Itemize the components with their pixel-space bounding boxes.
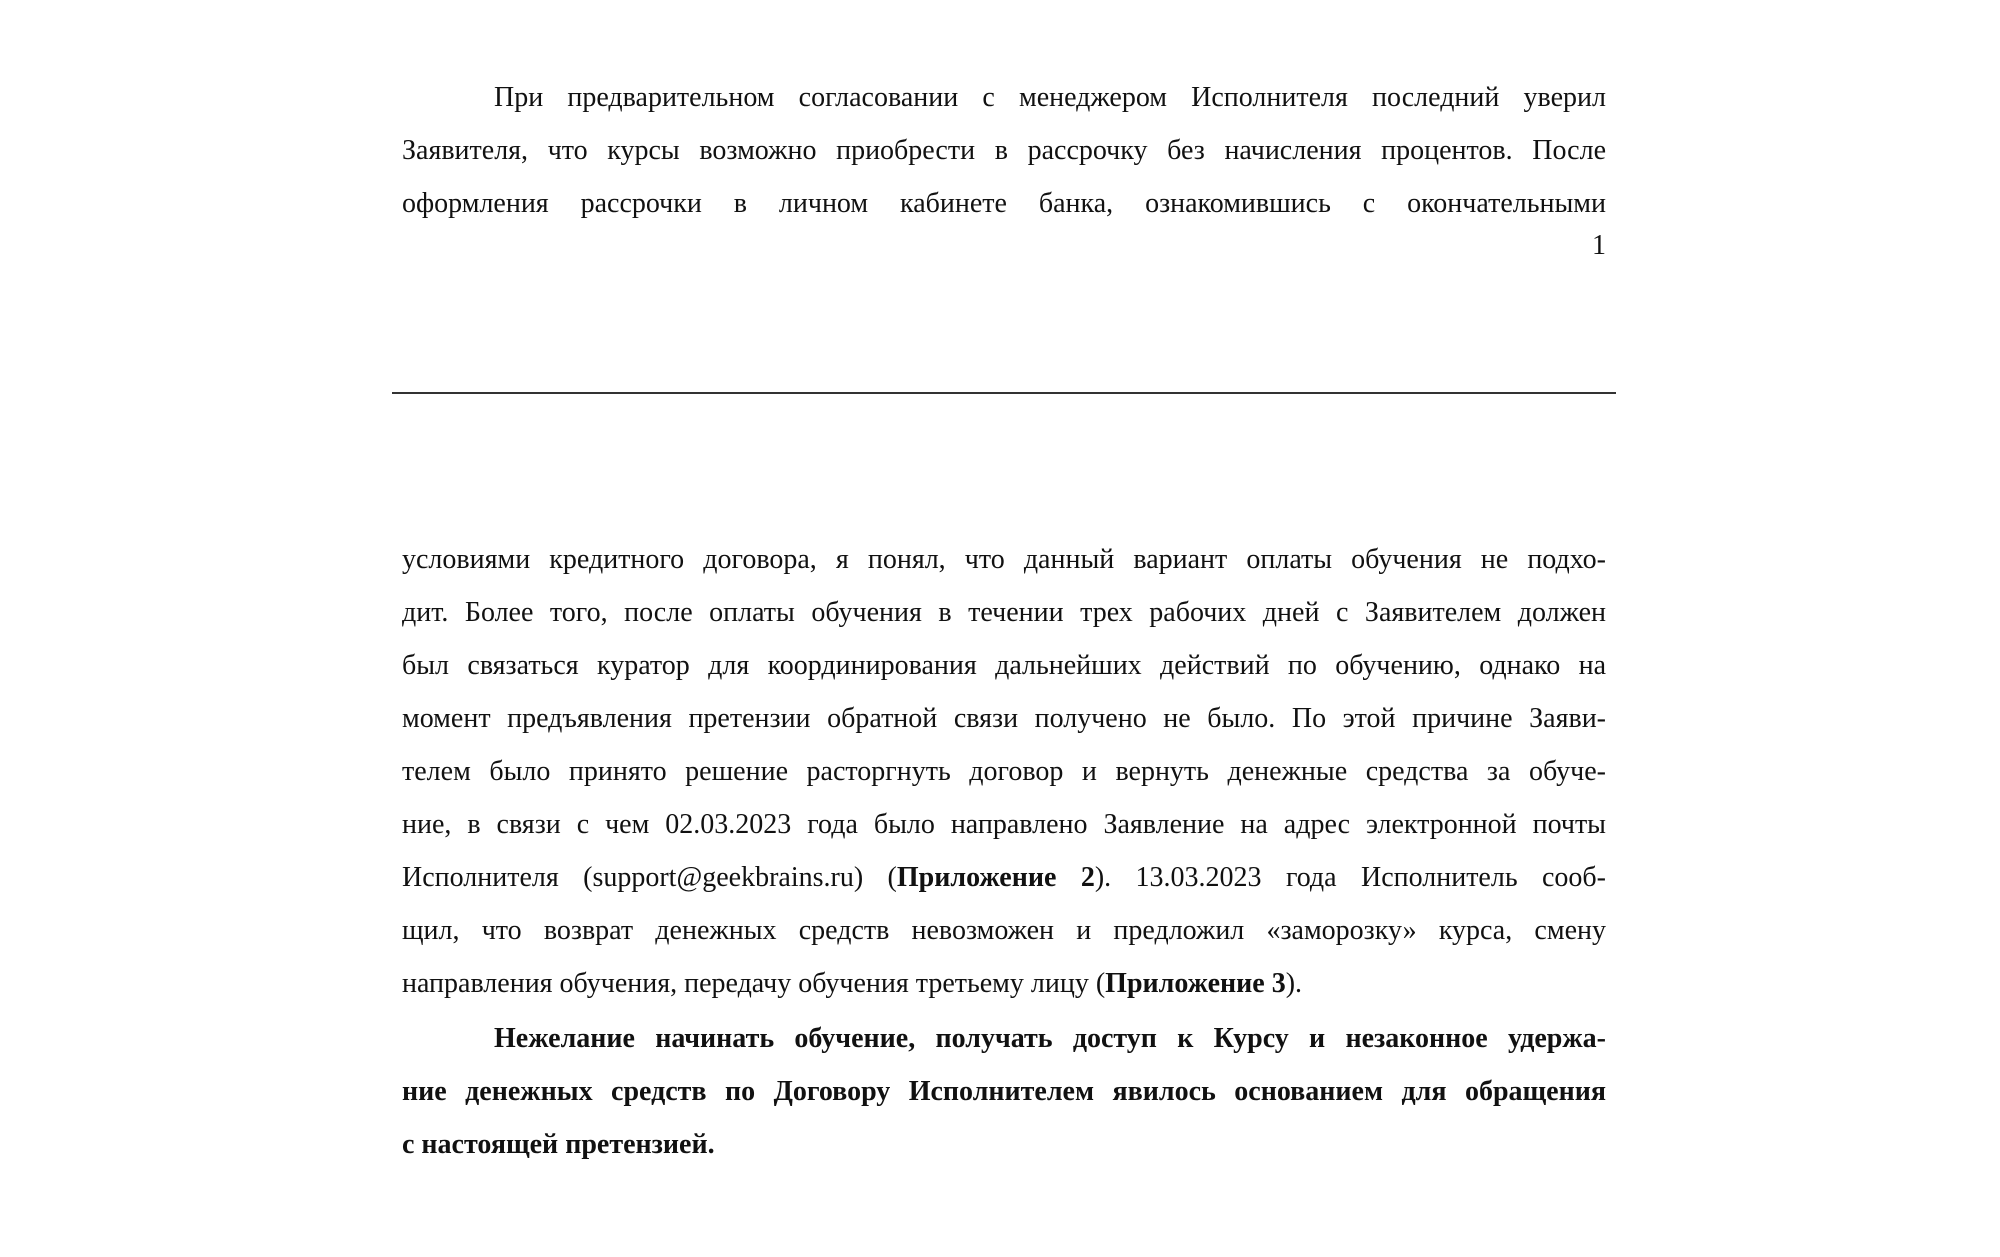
text-line: ние, в связи с чем 02.03.2023 года было направлено Заявление на адрес электронной почты <box>402 809 1606 840</box>
text-line <box>402 957 1606 1010</box>
text-line: с настоящей претензией. <box>402 1129 715 1160</box>
text-line <box>402 851 1606 904</box>
page1-paragraph <box>402 71 1606 230</box>
text-line: оформления рассрочки в личном кабинете банка, ознакомившись с окончательными <box>402 188 1606 219</box>
appendix-reference: Приложение 3 <box>1105 968 1286 999</box>
text-run: ). <box>1285 968 1303 999</box>
text-line: условиями кредитного договора, я понял, что данный вариант оплаты обучения не подхо- <box>402 544 1606 575</box>
appendix-reference: Приложение 2 <box>896 862 1095 893</box>
text-line: Нежелание начинать обучение, получать доступ к Курсу и незаконное удержа- <box>494 1023 1606 1054</box>
text-run: ). 13.03.2023 года Исполнитель сооб- <box>1094 862 1606 893</box>
text-run: направления обучения, передачу обучения третьему лицу ( <box>402 968 1106 999</box>
text-line: телем было принято решение расторгнуть договор и вернуть денежные средства за обуче- <box>402 756 1606 787</box>
text-line: дит. Более того, после оплаты обучения в течении трех рабочих дней с Заявителем должен <box>402 597 1606 628</box>
text-line: Заявителя, что курсы возможно приобрести в рассрочку без начисления процентов. После <box>402 135 1606 166</box>
page-divider <box>392 392 1616 394</box>
page2-paragraph <box>402 533 1606 1010</box>
page2-conclusion-paragraph <box>402 1012 1606 1171</box>
text-line: ние денежных средств по Договору Исполнителем явилось основанием для обращения <box>402 1076 1606 1107</box>
text-line: был связаться куратор для координирования дальнейших действий по обучению, однако на <box>402 650 1606 681</box>
text-line: При предварительном согласовании с менеджером Исполнителя последний уверил <box>494 82 1606 113</box>
text-line: щил, что возврат денежных средств невозможен и предложил «заморозку» курса, смену <box>402 915 1606 946</box>
text-run: Исполнителя (support@geekbrains.ru) ( <box>402 862 897 893</box>
text-line: момент предъявления претензии обратной связи получено не было. По этой причине Заяви- <box>402 703 1606 734</box>
page-number: 1 <box>1592 230 1606 261</box>
